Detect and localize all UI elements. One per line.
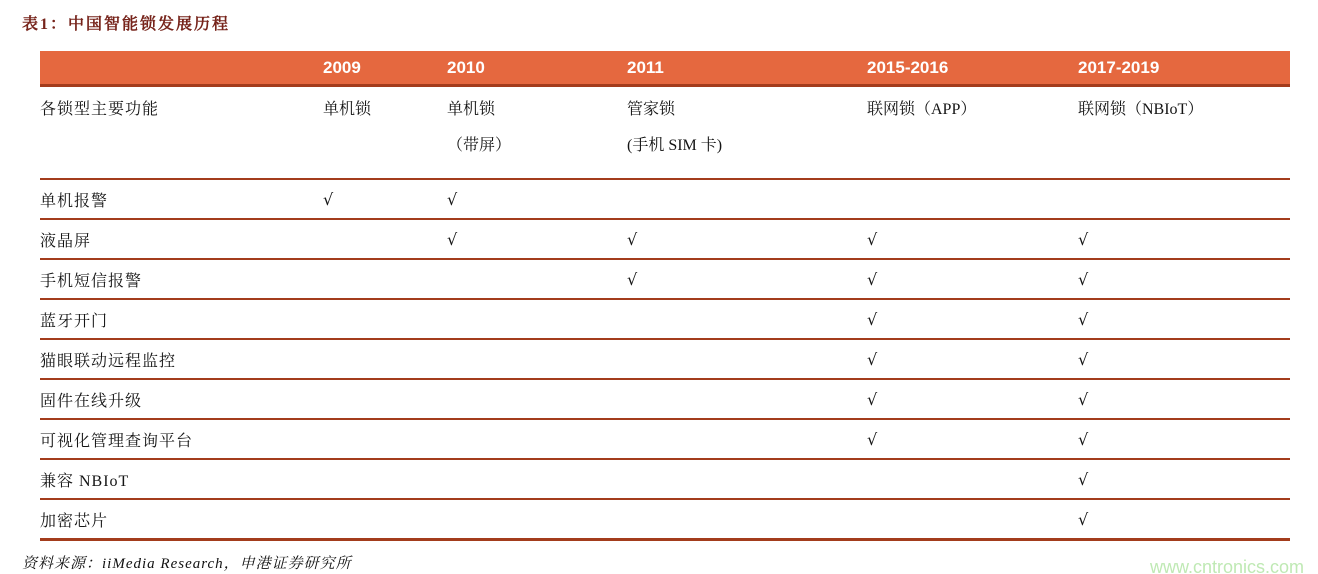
table-row bbox=[40, 499, 1290, 540]
header-cell-2015-2016: 2015-2016 bbox=[867, 51, 1078, 86]
row-label: 单机报警 bbox=[40, 179, 323, 219]
checkmark: √ bbox=[1078, 259, 1290, 299]
check-cell bbox=[323, 219, 447, 259]
row-label: 蓝牙开门 bbox=[40, 299, 323, 339]
row-label: 猫眼联动远程监控 bbox=[40, 339, 323, 379]
header-cell-2009: 2009 bbox=[323, 51, 447, 86]
check-cell bbox=[1078, 179, 1290, 219]
table-title: 表1：中国智能锁发展历程 bbox=[22, 16, 231, 33]
feature-cell-2015-2016 bbox=[867, 86, 1078, 180]
check-cell bbox=[323, 499, 447, 540]
header-cell-empty bbox=[40, 51, 323, 86]
source-note: 资料来源：iiMedia Research，申港证券研究所 bbox=[22, 556, 352, 572]
checkmark: √ bbox=[1078, 339, 1290, 379]
table-row bbox=[40, 339, 1290, 379]
feature-line: 联网锁（APP） bbox=[867, 101, 977, 118]
table-header-row bbox=[40, 51, 1290, 86]
check-cell bbox=[627, 419, 867, 459]
check-cell bbox=[447, 459, 627, 499]
table-row bbox=[40, 459, 1290, 499]
check-cell bbox=[627, 299, 867, 339]
checkmark: √ bbox=[867, 379, 1078, 419]
checkmark: √ bbox=[1078, 219, 1290, 259]
feature-cell-2017-2019 bbox=[1078, 86, 1290, 180]
table-row bbox=[40, 219, 1290, 259]
check-cell bbox=[627, 379, 867, 419]
checkmark: √ bbox=[1078, 459, 1290, 499]
row-label: 液晶屏 bbox=[40, 219, 323, 259]
smart-lock-history-table bbox=[40, 51, 1290, 541]
checkmark: √ bbox=[867, 219, 1078, 259]
check-cell bbox=[323, 459, 447, 499]
report-table-figure bbox=[0, 14, 1318, 574]
check-cell bbox=[627, 179, 867, 219]
check-cell bbox=[323, 259, 447, 299]
checkmark: √ bbox=[1078, 419, 1290, 459]
checkmark: √ bbox=[867, 259, 1078, 299]
check-cell bbox=[323, 419, 447, 459]
feature-row-label: 各锁型主要功能 bbox=[40, 86, 323, 180]
header-cell-2010: 2010 bbox=[447, 51, 627, 86]
feature-line: 管家锁 bbox=[627, 101, 676, 118]
feature-line: (手机 SIM 卡) bbox=[627, 137, 723, 154]
feature-cell-2011 bbox=[627, 86, 867, 180]
feature-line: 单机锁 bbox=[447, 101, 496, 118]
feature-line: （带屏） bbox=[447, 137, 512, 154]
check-cell bbox=[867, 179, 1078, 219]
check-cell bbox=[323, 339, 447, 379]
checkmark: √ bbox=[627, 259, 867, 299]
row-label: 手机短信报警 bbox=[40, 259, 323, 299]
checkmark: √ bbox=[867, 419, 1078, 459]
check-cell bbox=[867, 459, 1078, 499]
header-cell-2011: 2011 bbox=[627, 51, 867, 86]
table-row bbox=[40, 379, 1290, 419]
checkmark: √ bbox=[1078, 379, 1290, 419]
checkmark: √ bbox=[323, 179, 447, 219]
checkmark: √ bbox=[1078, 499, 1290, 540]
feature-line: 联网锁（NBIoT） bbox=[1078, 101, 1204, 118]
check-cell bbox=[447, 259, 627, 299]
check-cell bbox=[447, 499, 627, 540]
check-cell bbox=[627, 339, 867, 379]
checkmark: √ bbox=[867, 299, 1078, 339]
checkmark: √ bbox=[447, 219, 627, 259]
table-row bbox=[40, 419, 1290, 459]
feature-cell-2010 bbox=[447, 86, 627, 180]
check-cell bbox=[627, 499, 867, 540]
row-label: 加密芯片 bbox=[40, 499, 323, 540]
checkmark: √ bbox=[447, 179, 627, 219]
check-cell bbox=[627, 459, 867, 499]
check-cell bbox=[447, 419, 627, 459]
row-label: 固件在线升级 bbox=[40, 379, 323, 419]
row-label: 可视化管理查询平台 bbox=[40, 419, 323, 459]
watermark: www.cntronics.com bbox=[1149, 557, 1304, 574]
feature-row bbox=[40, 86, 1290, 180]
table-row bbox=[40, 299, 1290, 339]
check-cell bbox=[323, 299, 447, 339]
table-row bbox=[40, 259, 1290, 299]
feature-cell-2009 bbox=[323, 86, 447, 180]
check-cell bbox=[867, 499, 1078, 540]
row-label: 兼容 NBIoT bbox=[40, 459, 323, 499]
checkmark: √ bbox=[1078, 299, 1290, 339]
check-cell bbox=[447, 299, 627, 339]
table-row bbox=[40, 179, 1290, 219]
feature-line: 单机锁 bbox=[323, 101, 372, 118]
header-cell-2017-2019: 2017-2019 bbox=[1078, 51, 1290, 86]
checkmark: √ bbox=[867, 339, 1078, 379]
check-cell bbox=[323, 379, 447, 419]
check-cell bbox=[447, 339, 627, 379]
checkmark: √ bbox=[627, 219, 867, 259]
check-cell bbox=[447, 379, 627, 419]
